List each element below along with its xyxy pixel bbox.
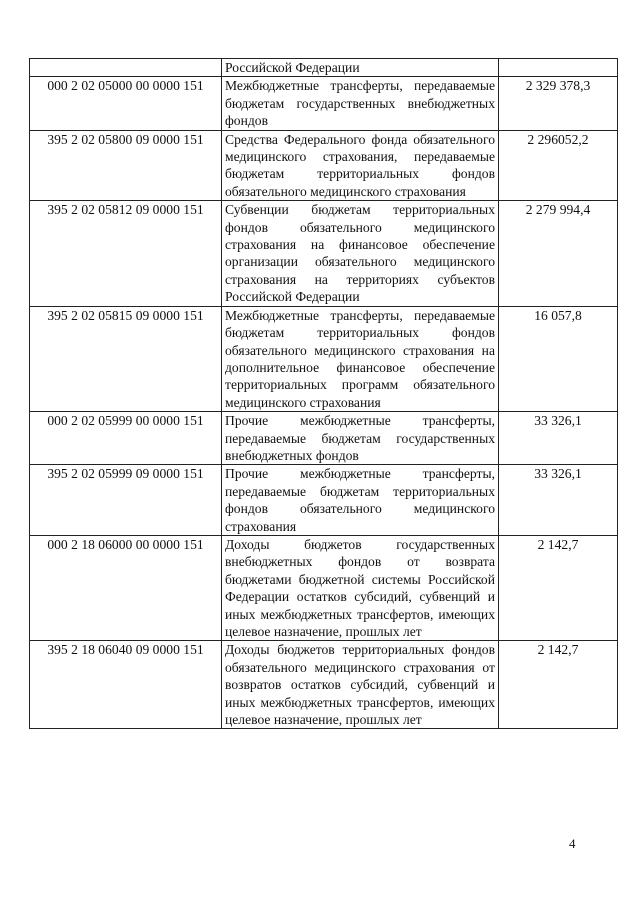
revenue-description: Российской Федерации xyxy=(222,59,499,77)
amount: 2 142,7 xyxy=(499,641,618,729)
revenue-description: Субвенции бюджетам территориальных фондов обязательного медицинского страхования на финансовое обеспечение организации обязательного медицинского страхования на территориях субъектов Российской Федерации xyxy=(222,201,499,306)
budget-code: 000 2 18 06000 00 0000 151 xyxy=(30,535,222,640)
budget-code: 000 2 02 05000 00 0000 151 xyxy=(30,77,222,130)
revenue-description: Межбюджетные трансферты, передаваемые бюджетам территориальных фондов обязательного медицинского страхования на дополнительное финансовое обеспечение территориальных программ обязательного медицинского страхования xyxy=(222,306,499,411)
amount: 2 142,7 xyxy=(499,535,618,640)
budget-revenue-table xyxy=(29,58,618,729)
budget-code: 000 2 02 05999 00 0000 151 xyxy=(30,412,222,465)
amount: 33 326,1 xyxy=(499,412,618,465)
budget-code: 395 2 02 05999 09 0000 151 xyxy=(30,465,222,536)
amount: 2 296052,2 xyxy=(499,130,618,201)
amount xyxy=(499,59,618,77)
amount: 2 329 378,3 xyxy=(499,77,618,130)
table-row xyxy=(30,465,618,536)
revenue-description: Прочие межбюджетные трансферты, передаваемые бюджетам государственных внебюджетных фондов xyxy=(222,412,499,465)
budget-code: 395 2 18 06040 09 0000 151 xyxy=(30,641,222,729)
table-row xyxy=(30,59,618,77)
revenue-description: Доходы бюджетов государственных внебюджетных фондов от возврата бюджетами бюджетной системы Российской Федерации остатков субсидий, субвенций и иных межбюджетных трансфертов, имеющих целевое назначение, прошлых лет xyxy=(222,535,499,640)
table-row xyxy=(30,201,618,306)
table-row xyxy=(30,77,618,130)
table-row xyxy=(30,306,618,411)
budget-code: 395 2 02 05800 09 0000 151 xyxy=(30,130,222,201)
page-number: 4 xyxy=(569,836,576,851)
revenue-description: Доходы бюджетов территориальных фондов обязательного медицинского страхования от возвратов остатков субсидий, субвенций и иных межбюджетных трансфертов, имеющих целевое назначение, прошлых лет xyxy=(222,641,499,729)
amount: 16 057,8 xyxy=(499,306,618,411)
budget-code: 395 2 02 05812 09 0000 151 xyxy=(30,201,222,306)
budget-code: 395 2 02 05815 09 0000 151 xyxy=(30,306,222,411)
amount: 33 326,1 xyxy=(499,465,618,536)
table-row xyxy=(30,641,618,729)
table-row xyxy=(30,412,618,465)
amount: 2 279 994,4 xyxy=(499,201,618,306)
budget-code xyxy=(30,59,222,77)
revenue-description: Прочие межбюджетные трансферты, передаваемые бюджетам территориальных фондов обязательного медицинского страхования xyxy=(222,465,499,536)
table-row xyxy=(30,535,618,640)
table-row xyxy=(30,130,618,201)
revenue-description: Средства Федерального фонда обязательного медицинского страхования, передаваемые бюджетам территориальных фондов обязательного медицинского страхования xyxy=(222,130,499,201)
revenue-description: Межбюджетные трансферты, передаваемые бюджетам государственных внебюджетных фондов xyxy=(222,77,499,130)
